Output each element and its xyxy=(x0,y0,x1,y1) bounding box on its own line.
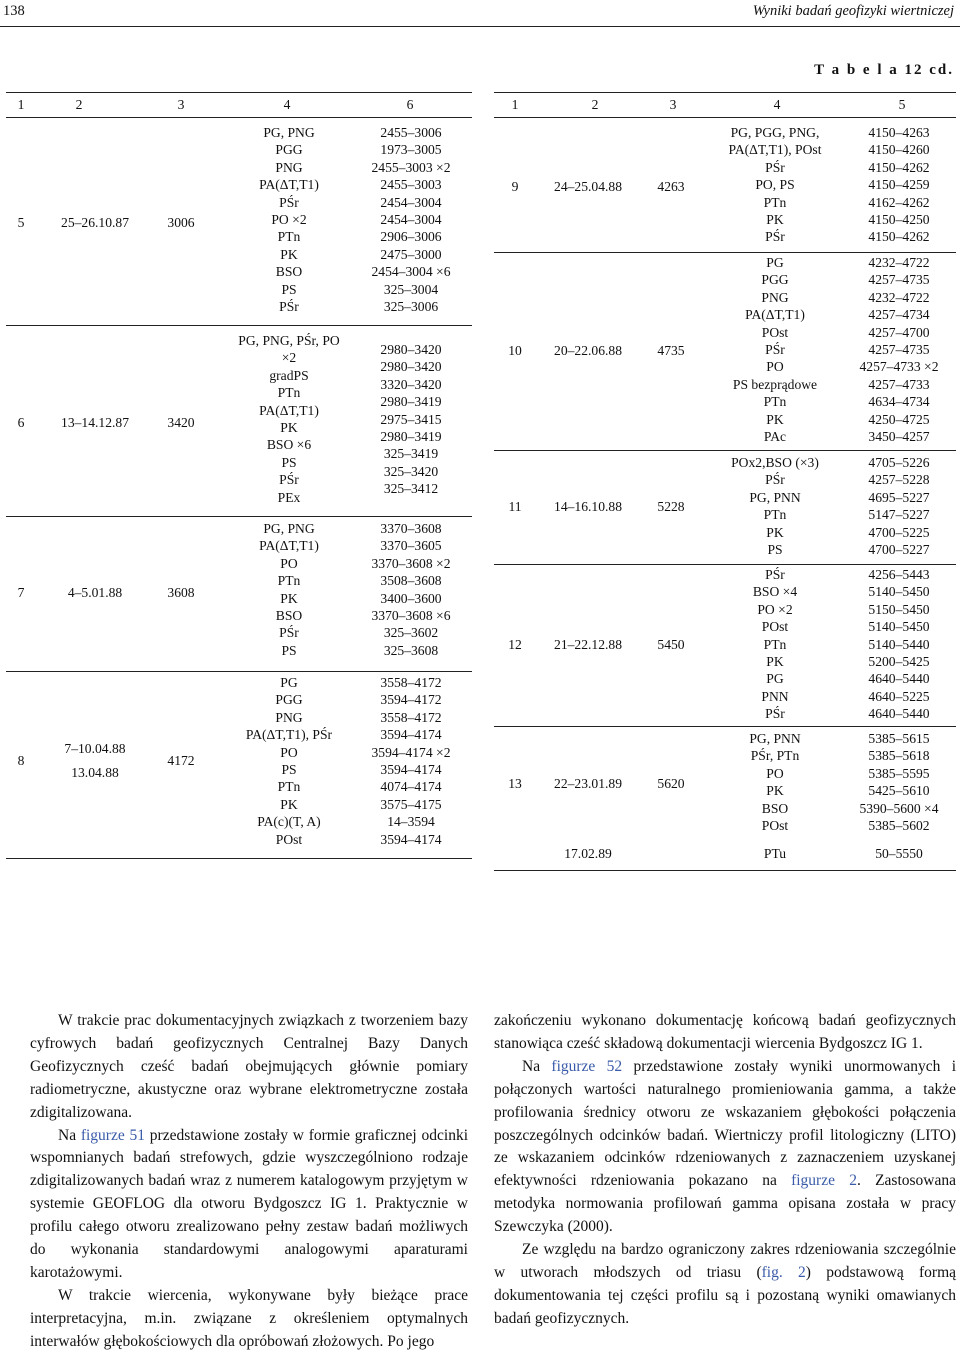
method-entry: PTn xyxy=(277,385,301,401)
method-entry: PO xyxy=(766,359,784,375)
method-entry: BSO xyxy=(761,800,789,816)
text-run: Na xyxy=(58,1126,81,1144)
paragraph: W trakcie wiercenia, wykonywane były bieżące prace interpretacyjna, m.in. związane z określeniem optymalnych interwałów głębokościowych dla opróbowań złożowych. Po jego xyxy=(30,1286,468,1350)
interval-entry: 5385–5615 xyxy=(868,731,930,746)
interval-entry: 4257–4735 xyxy=(868,341,930,357)
method-entry: PGG xyxy=(275,692,303,708)
row-date: 20–22.06.88 xyxy=(554,343,622,358)
row-number: 6 xyxy=(17,415,25,430)
method-entry: PGG xyxy=(275,142,303,158)
header-col-6: 6 xyxy=(406,97,414,112)
page-number: 138 xyxy=(3,3,25,19)
methods-cell xyxy=(700,566,850,723)
method-entry: PEx xyxy=(277,489,301,505)
interval-entry: 4232–4722 xyxy=(868,255,930,270)
method-entry: PG xyxy=(766,255,784,270)
method-entry: PGG xyxy=(761,272,789,288)
method-entry: PS xyxy=(281,281,297,297)
method-entry: PŚr, PTn xyxy=(750,748,800,764)
method-entry: POst xyxy=(761,619,789,635)
method-entry: PTn xyxy=(763,194,787,210)
method-entry: PA(c)(T, A) xyxy=(257,814,321,830)
method-entry: PŚr xyxy=(765,706,785,722)
method-entry: PK xyxy=(766,783,784,799)
method-entry: PNG xyxy=(275,709,303,725)
method-entry: PO xyxy=(280,744,298,760)
method-entry: PK xyxy=(766,211,784,227)
row-depth: 5228 xyxy=(657,499,685,514)
method-entry: PS xyxy=(767,541,783,557)
row-separator xyxy=(494,726,956,727)
intervals-cell xyxy=(846,454,952,558)
header-rule xyxy=(494,117,956,118)
row-depth: 4735 xyxy=(657,343,685,358)
table-bottom-rule xyxy=(494,870,956,871)
header-col-5: 5 xyxy=(898,97,906,112)
method-entry: PG, PNN xyxy=(749,489,801,505)
interval-entry: 4257–4733 xyxy=(868,376,930,392)
method-entry: PŚr xyxy=(279,194,299,210)
row-date-second: 13.04.88 xyxy=(71,765,119,780)
row-separator xyxy=(6,516,472,517)
method-entry: PG, PNG xyxy=(263,125,315,140)
fig-2-link[interactable]: fig. 2 xyxy=(761,1263,806,1281)
interval-entry: 2455–3003 xyxy=(380,177,442,193)
interval-entry: 325–3004 xyxy=(383,281,439,297)
text-run: Ze względu na bardzo ograniczony zakres rdzeniowania szczególnie w utworach młodszych od triasu ( xyxy=(494,1241,956,1281)
method-entry: ×2 xyxy=(281,350,297,366)
intervals-cell xyxy=(846,124,952,246)
row-number: 9 xyxy=(511,179,519,194)
method-entry: PTn xyxy=(763,507,787,523)
final-row-method: PTu xyxy=(763,846,787,861)
method-entry: POst xyxy=(761,817,789,833)
header-col-1: 1 xyxy=(17,97,25,112)
interval-entry: 4257–4733 ×2 xyxy=(859,359,939,375)
interval-entry: 325–3420 xyxy=(383,463,439,479)
row-date: 4–5.01.88 xyxy=(67,585,123,600)
method-entry: BSO ×4 xyxy=(752,584,798,600)
interval-entry: 4257–4734 xyxy=(868,307,930,323)
final-row-date: 17.02.89 xyxy=(564,846,612,861)
interval-entry: 2454–3004 xyxy=(380,211,442,227)
interval-entry: 4700–5227 xyxy=(868,541,930,557)
interval-entry: 2454–3004 ×6 xyxy=(371,264,451,280)
method-entry: PA(ΔT,T1) xyxy=(259,402,319,418)
method-entry: PK xyxy=(766,524,784,540)
interval-entry: 3594–4174 ×2 xyxy=(371,744,451,760)
method-entry: PG, PGG, PNG, xyxy=(730,125,820,140)
intervals-cell xyxy=(356,124,466,315)
interval-entry: 4162–4262 xyxy=(868,194,930,210)
method-entry: PO xyxy=(280,555,298,571)
interval-entry: 5147–5227 xyxy=(868,507,930,523)
interval-entry: 3594–4174 xyxy=(380,727,442,743)
method-entry: PO ×2 xyxy=(757,601,793,617)
interval-entry: 4074–4174 xyxy=(380,779,442,795)
interval-entry: 4150–4262 xyxy=(868,229,930,245)
row-depth: 5450 xyxy=(657,637,685,652)
intervals-cell xyxy=(356,520,466,659)
interval-entry: 2980–3419 xyxy=(380,428,442,444)
method-entry: PK xyxy=(280,796,298,812)
interval-entry: 5140–5440 xyxy=(868,636,930,652)
method-entry: PS xyxy=(281,454,297,470)
method-entry: PS xyxy=(281,642,297,658)
figure-52-link[interactable]: figurze 52 xyxy=(551,1057,623,1075)
interval-entry: 5385–5602 xyxy=(868,817,930,833)
row-separator xyxy=(6,325,472,326)
interval-entry: 325–3419 xyxy=(383,446,439,462)
row-number: 13 xyxy=(508,776,522,791)
row-date: 13–14.12.87 xyxy=(61,415,129,430)
row-date: 7–10.04.88 xyxy=(64,741,126,756)
row-separator xyxy=(494,450,956,451)
method-entry: PTn xyxy=(277,573,301,589)
method-entry: POst xyxy=(761,324,789,340)
interval-entry: 4700–5225 xyxy=(868,524,930,540)
paragraph: zakończeniu wykonano dokumentację końcową badań geofizycznych stanowiąca cześć składową dokumentacji wiercenia Bydgoszcz IG 1. xyxy=(494,1012,956,1052)
methods-cell xyxy=(700,124,850,246)
text-run: przedstawione zostały w formie graficznej odcinki wspomnianych badań strefowych, gdzie wyszczególniono rodzaje zdigitalizowanych badań wraz z numerem katalogowym przyjętym w systemie GEOFLOG dla otworu Bydgoszcz IG 1. Praktycznie w profilu całego otworu zrealizowano pełny zestaw badań możliwych do wykonania standardowymi analogowymi aparaturami karotażowymi. xyxy=(30,1126,468,1281)
interval-entry: 4150–4259 xyxy=(868,177,930,193)
interval-entry: 4634–4734 xyxy=(868,394,930,410)
interval-entry: 4232–4722 xyxy=(868,289,930,305)
interval-entry: 2980–3420 xyxy=(380,359,442,375)
header-col-2: 2 xyxy=(75,97,83,112)
header-col-4: 4 xyxy=(283,97,291,112)
interval-entry: 4257–4735 xyxy=(868,272,930,288)
interval-entry: 4640–5440 xyxy=(868,706,930,722)
figure-51-link[interactable]: figurze 51 xyxy=(80,1126,146,1144)
row-depth: 4172 xyxy=(167,753,195,768)
final-row-interval: 50–5550 xyxy=(875,846,923,861)
interval-entry: 4695–5227 xyxy=(868,489,930,505)
interval-entry: 325–3608 xyxy=(383,642,439,658)
method-entry: PG, PNN xyxy=(749,731,801,746)
interval-entry: 5390–5600 ×4 xyxy=(859,800,939,816)
method-entry: PNG xyxy=(275,159,303,175)
interval-entry: 3370–3608 ×6 xyxy=(371,607,451,623)
methods-cell xyxy=(214,520,364,659)
interval-entry: 3558–4172 xyxy=(380,675,442,690)
interval-entry: 3508–3608 xyxy=(380,573,442,589)
row-date: 14–16.10.88 xyxy=(554,499,622,514)
interval-entry: 3594–4174 xyxy=(380,761,442,777)
intervals-cell xyxy=(846,730,952,834)
text-run: przedstawione zostały wyniki unormowanych i połączonych wartości naturalnego promieniowania gamma, a także profilowania średnicy otworu ze wskazaniem głębokości połączenia poszczególnych odcinków badań. Wiertniczy profil litologiczny (LITO) ze wskazaniem odcinków rdzeniowanych z zaznaczeniem uzyskanej efektywności rdzeniowania pokazano na xyxy=(494,1057,956,1190)
table-top-rule xyxy=(494,92,956,93)
row-date: 21–22.12.88 xyxy=(554,637,622,652)
interval-entry: 4150–4260 xyxy=(868,142,930,158)
right-table xyxy=(494,92,956,872)
interval-entry: 325–3006 xyxy=(383,298,439,314)
header-col-3: 3 xyxy=(669,97,677,112)
intervals-cell xyxy=(846,566,952,723)
interval-entry: 4250–4725 xyxy=(868,411,930,427)
interval-entry: 3594–4174 xyxy=(380,831,442,847)
paragraph: W trakcie prac dokumentacyjnych związkach z tworzeniem bazy cyfrowych badań geofizycznych Centralnej Bazy Danych Geofizycznych cześć badań obejmujących głównie pomiary radiometryczne, akustyczne oraz wybrane elektrometryczne została zdigitalizowana. xyxy=(30,1012,468,1121)
row-number: 5 xyxy=(17,215,25,230)
text-run: . Zastosowana metodyka normowania profilowań gamma opisana została w pracy Szewczyka (2000). xyxy=(494,1172,956,1236)
method-entry: PK xyxy=(280,246,298,262)
interval-entry: 3575–4175 xyxy=(380,796,442,812)
header-col-3: 3 xyxy=(177,97,185,112)
interval-entry: 3370–3608 xyxy=(380,521,442,536)
method-entry: BSO xyxy=(275,607,303,623)
text-run: Na xyxy=(522,1057,552,1075)
method-entry: gradPS xyxy=(269,367,309,383)
interval-entry: 4256–5443 xyxy=(868,567,930,582)
method-entry: PŚr xyxy=(279,472,299,488)
header-rule xyxy=(6,117,472,118)
method-entry: PTn xyxy=(277,779,301,795)
method-entry: PS xyxy=(281,761,297,777)
row-depth: 3608 xyxy=(167,585,195,600)
interval-entry: 3370–3608 ×2 xyxy=(371,555,451,571)
text-column-right xyxy=(494,1010,956,1331)
method-entry: PO, PS xyxy=(755,177,795,193)
row-date: 22–23.01.89 xyxy=(554,776,622,791)
header-col-4: 4 xyxy=(773,97,781,112)
interval-entry: 4150–4263 xyxy=(868,125,930,140)
interval-entry: 325–3412 xyxy=(383,481,439,497)
method-entry: PG xyxy=(766,671,784,687)
method-entry: PA(ΔT,T1), PŚr xyxy=(245,727,333,743)
row-number: 11 xyxy=(508,499,522,514)
method-entry: PA(ΔT,T1) xyxy=(259,538,319,554)
interval-entry: 2455–3006 xyxy=(380,125,442,140)
method-entry: PK xyxy=(280,419,298,435)
method-entry: PŚr xyxy=(279,298,299,314)
row-number: 7 xyxy=(17,585,25,600)
method-entry: PTn xyxy=(277,229,301,245)
row-separator xyxy=(494,252,956,253)
methods-cell xyxy=(214,332,364,506)
method-entry: PAc xyxy=(763,428,787,444)
method-entry: PA(ΔT,T1), POst xyxy=(728,142,822,158)
interval-entry: 4257–5228 xyxy=(868,472,930,488)
interval-entry: 3450–4257 xyxy=(868,428,930,444)
interval-entry: 4150–4262 xyxy=(868,159,930,175)
method-entry: BSO ×6 xyxy=(266,437,312,453)
method-entry: PG, PNG, PŚr, PO xyxy=(238,333,340,348)
method-entry: PNG xyxy=(761,289,789,305)
method-entry: PG xyxy=(280,675,298,690)
methods-cell xyxy=(700,254,850,445)
method-entry: PK xyxy=(766,411,784,427)
interval-entry: 5385–5595 xyxy=(868,765,930,781)
paragraph xyxy=(494,1056,956,1239)
intervals-cell xyxy=(356,674,466,848)
interval-entry: 3400–3600 xyxy=(380,590,442,606)
interval-entry: 2975–3415 xyxy=(380,411,442,427)
methods-cell xyxy=(700,454,850,558)
row-date: 25–26.10.87 xyxy=(61,215,129,230)
method-entry: PŚr xyxy=(765,159,785,175)
method-entry: PG, PNG xyxy=(263,521,315,536)
text-column-left xyxy=(30,1010,468,1354)
paragraph xyxy=(30,1125,468,1285)
interval-entry: 5140–5450 xyxy=(868,619,930,635)
interval-entry: 2475–3000 xyxy=(380,246,442,262)
methods-cell xyxy=(700,730,850,834)
interval-entry: 5200–5425 xyxy=(868,653,930,669)
interval-entry: 5425–5610 xyxy=(868,783,930,799)
method-entry: PK xyxy=(766,653,784,669)
method-entry: PŚr xyxy=(279,625,299,641)
running-title: Wyniki badań geofizyki wiertniczej xyxy=(752,3,954,19)
interval-entry: 4640–5440 xyxy=(868,671,930,687)
interval-entry: 3594–4172 xyxy=(380,692,442,708)
method-entry: PŚr xyxy=(765,229,785,245)
method-entry: PO xyxy=(766,765,784,781)
interval-entry: 3558–4172 xyxy=(380,709,442,725)
interval-entry: 4150–4250 xyxy=(868,211,930,227)
method-entry: PK xyxy=(280,590,298,606)
interval-entry: 2906–3006 xyxy=(380,229,442,245)
row-separator xyxy=(6,671,472,672)
method-entry: PA(ΔT,T1) xyxy=(745,307,805,323)
row-number: 10 xyxy=(508,343,522,358)
header-col-1: 1 xyxy=(511,97,519,112)
figure-2-link[interactable]: figurze 2 xyxy=(791,1172,857,1190)
method-entry: PNN xyxy=(761,688,789,704)
method-entry: PŚr xyxy=(765,341,785,357)
interval-entry: 2455–3003 ×2 xyxy=(371,159,451,175)
left-table xyxy=(6,92,472,860)
table-caption: T a b e l a 12 cd. xyxy=(814,62,954,78)
interval-entry: 5150–5450 xyxy=(868,601,930,617)
interval-entry: 1973–3005 xyxy=(380,142,442,158)
method-entry: PŚr xyxy=(765,472,785,488)
method-entry: POst xyxy=(275,831,303,847)
method-entry: BSO xyxy=(275,264,303,280)
method-entry: PTn xyxy=(763,636,787,652)
method-entry: PO ×2 xyxy=(271,211,307,227)
interval-entry: 2454–3004 xyxy=(380,194,442,210)
row-separator xyxy=(494,564,956,565)
method-entry: POx2,BSO (×3) xyxy=(731,455,819,470)
row-depth: 3006 xyxy=(167,215,195,230)
interval-entry: 325–3602 xyxy=(383,625,439,641)
interval-entry: 4705–5226 xyxy=(868,455,930,470)
interval-entry: 5385–5618 xyxy=(868,748,930,764)
method-entry: PTn xyxy=(763,394,787,410)
table-bottom-rule xyxy=(6,858,472,859)
method-entry: PS bezprądowe xyxy=(732,376,818,392)
text-run: ) podstawową formą dokumentowania tej części profilu są i pozostaną wyniki omawianych badań geofizycznych. xyxy=(494,1263,956,1327)
methods-cell xyxy=(214,674,364,848)
interval-entry: 3370–3605 xyxy=(380,538,442,554)
row-depth: 4263 xyxy=(657,179,685,194)
header-col-2: 2 xyxy=(591,97,599,112)
row-depth: 3420 xyxy=(167,415,195,430)
table-top-rule xyxy=(6,92,472,93)
interval-entry: 4640–5225 xyxy=(868,688,930,704)
interval-entry: 5140–5450 xyxy=(868,584,930,600)
row-number: 8 xyxy=(17,753,25,768)
row-depth: 5620 xyxy=(657,776,685,791)
row-date: 24–25.04.88 xyxy=(554,179,622,194)
interval-entry: 14–3594 xyxy=(387,814,435,830)
row-number: 12 xyxy=(508,637,522,652)
interval-entry: 2980–3420 xyxy=(380,342,442,357)
method-entry: PA(ΔT,T1) xyxy=(259,177,319,193)
intervals-cell xyxy=(356,341,466,498)
interval-entry: 3320–3420 xyxy=(380,376,442,392)
paragraph xyxy=(494,1239,956,1331)
interval-entry: 2980–3419 xyxy=(380,394,442,410)
intervals-cell xyxy=(846,254,952,445)
page-header xyxy=(0,0,960,27)
interval-entry: 4257–4700 xyxy=(868,324,930,340)
method-entry: PŚr xyxy=(765,567,785,582)
methods-cell xyxy=(214,124,364,315)
